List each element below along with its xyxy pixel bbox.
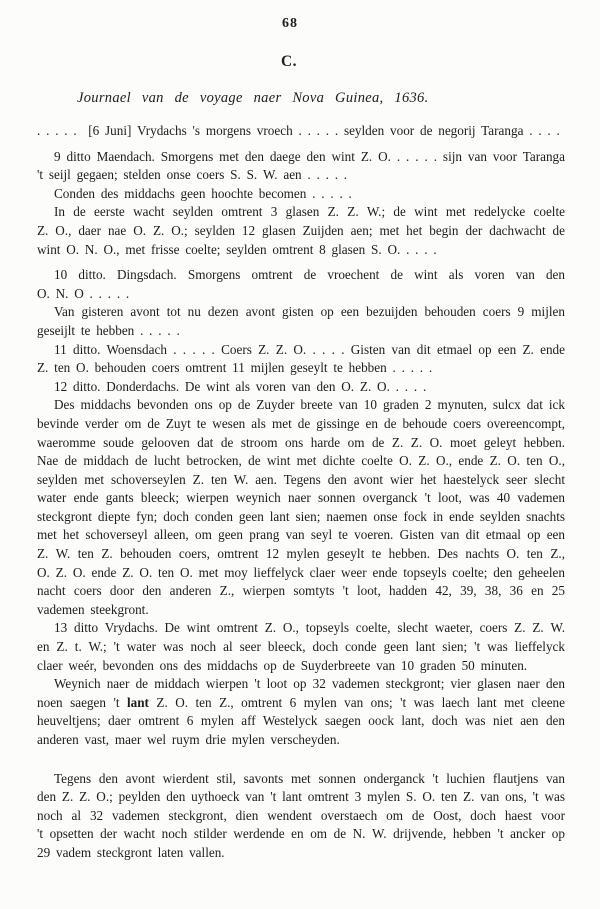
- paragraph: [37, 185, 565, 204]
- paragraph-text: . . . . . [6 Juni] Vrydachs 's morgens vroech . . . . . seylden voor de negorij Taranga . . . .: [37, 123, 560, 138]
- paragraph-text: 11 ditto. Woensdach . . . . . Coers Z. Z. O. . . . . Gisten van dit etmael op een Z. ende Z. ten O. behouden coers omtrent 11 mijlen geseylt te hebben . . . . .: [37, 341, 565, 376]
- paragraph: [37, 341, 565, 378]
- paragraph: [37, 122, 565, 141]
- paragraph-text: 10 ditto. Dingsdach. Smorgens omtrent de vroechent de wint als voren van den O. N. O . . . . .: [37, 267, 565, 301]
- paragraph: [37, 266, 565, 303]
- journal-body: [37, 122, 565, 863]
- paragraph-text: Tegens den avont wierdent stil, savonts met sonnen onderganck 't luchien flautjens van den Z. Z. O.; peylden den uythoeck van 't lant omtrent 3 mylen S. O. ten Z. van ons, 't was noch al 32 vademen steckgront, dien wendent overstaech om de Oost, doch haest voor 't opsetten der wacht noch stilder werdende en om de N. W. drijvende, hebben 't ancker op 29 vadem steckgront laten vallen.: [37, 770, 565, 860]
- journal-title: Journael van de voyage naer Nova Guinea, 1636.: [77, 90, 429, 106]
- paragraph-text: Z. O. ten Z., omtrent 6 mylen van ons; 't was laech lant met cleene heuveltjens; daer omtrent 6 mylen aff Westelyck saegen oock lant, doch was niet aen den anderen vast, maer wel ruym drie mylen verscheyden.: [37, 694, 565, 747]
- paragraph-text: Des middachs bevonden ons op de Zuyder breete van 10 graden 2 mynuten, sulcx dat ick bevinde verder om de Zuyt te wesen als met de gissinge en de behoude coers overeencompt, waeromme soude gelooven dat de stroom ons harde om de Z. Z. O. moet geleyt hebben. Nae de middach de lucht betrocken, de wint met dichte coelte O. Z. O., ende Z. O. ten O., seylden met schoverseylen Z. ten W. aen. Tegens den avont wier het haestelyck seer slecht water ende gants bleeck; wierpen weynich naer sonnen overganck 't loot, was 40 vademen steckgront diepte fyn; doch conden geen lant sien; naemen onse fock in ende seylden snachts met het schoverseyl alleen, om geen prang van seyl te voeren. Gisten van dit etmaal op een Z. W. ten Z. behouden coers, omtrent 12 mylen geseylt te hebben. Des nachts O. ten Z., O. Z. O. ende Z. O. ten O. met moy lieffelyck claer weer ende topseyls coelte; den geheelen nacht coers door den anderen Z., wierpen somtyts 't loot, hadden 42, 39, 38, 36 en 25 vademen steekgront.: [37, 397, 565, 617]
- paragraph-text: Van gisteren avont tot nu dezen avont gisten op een bezuijden behouden coers 9 mijlen geseijlt te hebben . . . . .: [37, 304, 565, 338]
- paragraph: [37, 619, 565, 675]
- section-heading: C.: [280, 53, 298, 70]
- paragraph: [37, 378, 565, 397]
- paragraph-text: Weynich naer de middach wierpen 't loot op 32 vademen steckgront; vier glasen naer den noen saegen 't: [37, 676, 565, 710]
- paragraph-text: 12 ditto. Donderdachs. De wint als voren van den O. Z. O. . . . .: [54, 378, 427, 394]
- paragraph: [37, 675, 565, 749]
- paragraph: [37, 203, 565, 259]
- emphasized-word: lant: [126, 694, 149, 710]
- paragraph-text: 9 ditto Maendach. Smorgens met den daege den wint Z. O. . . . . . sijn van voor Taranga 't seijl gegaen; stelden onse coers S. S. W. aen . . . . .: [37, 148, 565, 183]
- paragraph: [37, 770, 565, 863]
- page-number: 68: [282, 16, 298, 31]
- paragraph-text: Conden des middachs geen hoochte becomen . . . . .: [54, 185, 352, 201]
- paragraph: [37, 148, 565, 185]
- paragraph: [37, 396, 565, 619]
- paragraph-text: 13 ditto Vrydachs. De wint omtrent Z. O., topseyls coelte, slecht waeter, coers Z. Z. W. en Z. t. W.; 't water was noch al seer bleeck, doch conde geen lant sien; 't was lieffelyck claer weér, bevonden ons des middachs op de Suyderbreete van 10 graden 50 minuten.: [37, 620, 565, 673]
- paragraph: [37, 303, 565, 340]
- paragraph-text: In de eerste wacht seylden omtrent 3 glasen Z. Z. W.; de wint met redelycke coelte Z. O., daer nae O. Z. O.; seylden 12 glasen Zuijden aen; met het begin der dachwacht de wint O. N. O., met frisse coelte; seylden omtrent 8 glasen S. O. . . . .: [37, 204, 565, 257]
